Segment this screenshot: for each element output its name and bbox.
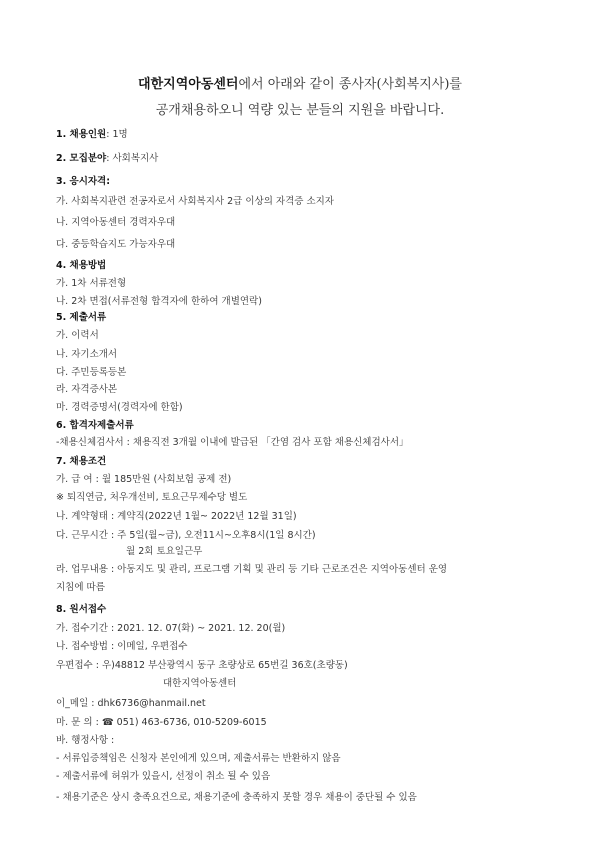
section-2-label: 2. 모집분야 [56, 153, 107, 164]
section-recruit-count [56, 128, 128, 141]
pay-line: 가. 급 여 : 월 185만원 (사회보험 공제 전) [56, 474, 232, 485]
section-2-value: : 사회복지사 [106, 153, 159, 164]
list-item: 가. 1차 서류전형 [56, 278, 127, 289]
section-4-heading: 4. 채용방법 [56, 260, 107, 271]
section-5-heading: 5. 제출서류 [56, 312, 107, 323]
section-6-heading: 6. 합격자제출서류 [56, 420, 134, 431]
duty-line-2: 지침에 따름 [56, 582, 105, 593]
hours-line-2: 월 2회 토요일근무 [126, 546, 203, 557]
admin-note: - 채용기준은 상시 충족요건으로, 채용기준에 충족하지 못할 경우 채용이 중단될 수 있음 [56, 792, 417, 803]
section-field [56, 152, 158, 165]
contract-line: 나. 계약형태 : 계약직(2022년 1월~ 2022년 12월 31일) [56, 511, 297, 522]
section-3-heading: 3. 응시자격: [56, 176, 111, 187]
period-line: 가. 접수기간 : 2021. 12. 07(화) ~ 2021. 12. 20(월) [56, 623, 286, 634]
list-item: 가. 이력서 [56, 330, 99, 341]
list-item: 나. 2차 면접(서류전형 합격자에 한하여 개별연락) [56, 296, 262, 307]
list-item: 마. 경력증명서(경력자에 한함) [56, 402, 183, 413]
phone-line: 마. 문 의 : ☎ 051) 463-6736, 010-5209-6015 [56, 717, 267, 728]
list-item: 나. 자기소개서 [56, 349, 118, 360]
list-item: 다. 주민등록등본 [56, 367, 127, 378]
intro-line-1 [0, 73, 600, 92]
duty-line: 라. 업무내용 : 아동지도 및 관리, 프로그램 기획 및 관리 등 기타 근로조건은 지역아동센터 운영 [56, 564, 448, 575]
section-1-value: : 1명 [106, 129, 128, 140]
list-item: 라. 자격증사본 [56, 384, 118, 395]
admin-note: - 제출서류에 허위가 있을시, 선정이 취소 될 수 있음 [56, 771, 271, 782]
section-7-heading: 7. 채용조건 [56, 456, 107, 467]
admin-note: - 서류입증책임은 신청자 본인에게 있으며, 제출서류는 반환하지 않음 [56, 753, 341, 764]
section-8-heading: 8. 원서접수 [56, 604, 107, 615]
center-name: 대한지역아동센터 [138, 77, 239, 92]
post-line: 우편접수 : 우)48812 부산광역시 동구 초량상로 65번길 36호(초량동) [56, 660, 348, 671]
list-item: 다. 중등학습지도 가능자우대 [56, 239, 176, 250]
list-item: 나. 지역아동센터 경력자우대 [56, 217, 176, 228]
email-line: 이_메일 : dhk6736@hanmail.net [56, 698, 206, 709]
pay-note: ※ 퇴직연금, 처우개선비, 토요근무제수당 별도 [56, 492, 248, 503]
list-item: 가. 사회복지관련 전공자로서 사회복지사 2급 이상의 자격증 소지자 [56, 196, 334, 207]
section-1-label: 1. 채용인원 [56, 129, 107, 140]
hours-line: 다. 근무시간 : 주 5일(월~금), 오전11시~오후8시(1일 8시간) [56, 530, 316, 541]
admin-heading: 바. 행정사항 : [56, 735, 115, 746]
intro-line-2: 공개채용하오니 역량 있는 분들의 지원을 바랍니다. [155, 103, 445, 118]
section-6-text: -채용신체검사서 : 채용직전 3개월 이내에 발급된 「간염 검사 포함 채용신체검사서」 [56, 437, 409, 448]
intro-line-1-rest: 에서 아래와 같이 종사자(사회복지사)를 [238, 77, 462, 92]
post-line-2: 대한지역아동센터 [163, 678, 237, 689]
method-line: 나. 접수방법 : 이메일, 우편접수 [56, 641, 188, 652]
